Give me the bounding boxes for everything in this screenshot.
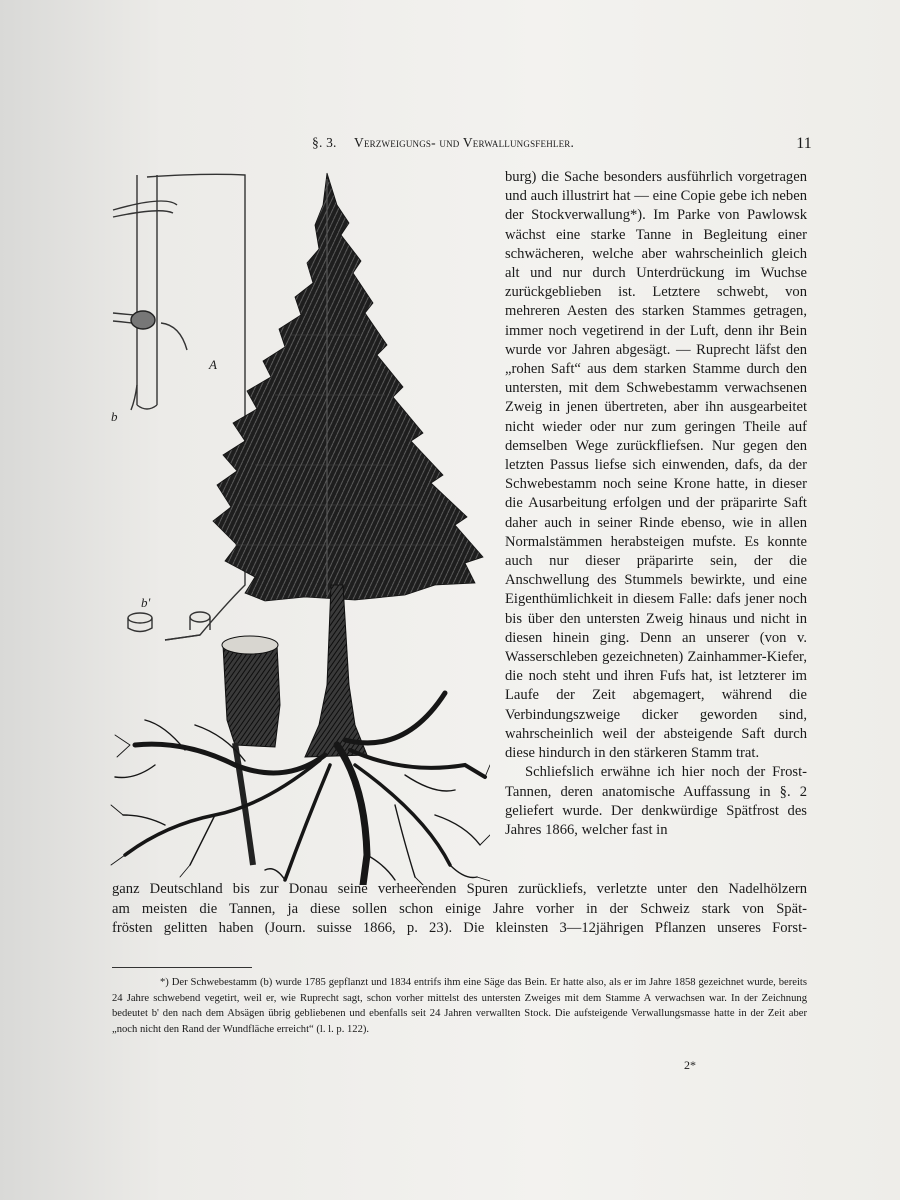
- signature-mark: 2*: [684, 1058, 696, 1072]
- cut-stump: [222, 636, 280, 865]
- stem-diagram: [113, 174, 245, 640]
- tree-engraving: [105, 165, 490, 885]
- tree-illustration: [105, 165, 490, 885]
- footnote-rule: [112, 967, 252, 968]
- right-column-text: [505, 168, 807, 840]
- label-b: b: [111, 409, 118, 424]
- spruce-crown: [213, 173, 483, 601]
- footnote: *) Der Schwebestamm (b) wurde 1785 gepflanzt und 1834 entrifs ihm eine Säge das Bein. Er hatte also, als er im Jahre 1858 gezeichnet wurde, bereits 24 Jahre schwebend vegetirt, weil er, wie Ruprecht sagt, schon vorher mittelst des untersten Zweiges mit dem Stamme A verwachsen war. In der Zeichnung bedeutet b' den nach dem Absägen übrig gebliebenen und ebenfalls seit 24 Jahren verwallten Stock. Die aufsteigende Verwallungsmasse hatte in der Zeit aber „noch nicht den Rand der Wundfläche erreicht“ (l. l. p. 122).: [112, 977, 807, 1035]
- full-width-text: [112, 880, 807, 939]
- page-number: 11: [796, 135, 812, 152]
- text-line: frösten gelitten haben (Journ. suisse 1866, p. 23). Die kleinsten 3—12jährigen Pflanzen unseres Forst-: [112, 920, 807, 936]
- text-line: am meisten die Tannen, ja diese sollen schon einige Jahre vorher in der Schweiz stark von Spät-: [112, 900, 807, 917]
- label-b-prime: b': [141, 595, 151, 610]
- paragraph-frost-tannen: Schliefslich erwähne ich hier noch der Frost-Tannen, deren anatomische Auffassung in §. 2 geliefert wurde. Der denkwürdige Spätfrost des Jahres 1866, welcher fast in: [505, 764, 807, 838]
- paragraph-pawlowsk: burg) die Sache besonders ausführlich vorgetragen und auch illustrirt hat — eine Copie gebe ich neben der Stockverwallung*). Im Parke von Pawlowsk wächst eine starke Tanne in Begleitung einer schwächeren, welche aber wahrscheinlich gleich alt und nur durch Unterdrückung im Wuchse zurückgeblieben ist. Letztere schwebt, von mehreren Aesten des starken Stammes getragen, immer noch vegetirend in der Luft, denn ihr Bein wurde vor Jahren abgesägt. — Ruprecht läfst den „rohen Saft“ aus dem starken Stamme durch den untersten, mit dem Schwebestamm verwachsenen Zweig in jenen übertreten, aber ihn ausgearbeitet nicht wieder oder nur zum geringen Theile auf demselben Wege zurückfliefsen. Nur gegen den letzten Passus liefse sich einwenden, dafs, da der Schwebestamm noch seine Krone hatte, in dieser die Ausarbeitung erfolgen und der präparirte Saft daher auch in seiner Rinde ebenso, wie in allen Normalstämmen herabsteigen mufste. Es konnte auch nur dieser präparirte sein, der die Anschwellung des Stummels bewirkte, und eine Eigenthümlichkeit in diesem Falle: dafs jener noch bis über den untersten Zweig hinaus und nicht in diesen hinein ging. Denn an unserer (von v. Wasserschleben gezeichneten) Zainhammer-Kiefer, die noch steht und ihren Fufs hat, ist letzterer im Laufe der Zeit abgemagert, während die Verbindungszweige dicker geworden sind, wahrscheinlich weil der absteigende Saft durch diese hindurch in den stärkeren Stamm trat.: [505, 169, 807, 762]
- section-number: §. 3.: [312, 135, 337, 150]
- page-heading: Verzweigungs- und Verwallungsfehler.: [354, 135, 575, 150]
- running-head: [312, 135, 812, 155]
- main-trunk: [305, 585, 367, 757]
- text-line: ganz Deutschland bis zur Donau seine verheerenden Spuren zurückliefs, verletzte unter den Nadelhölzern: [112, 881, 807, 897]
- root-system: [111, 693, 490, 885]
- label-a: A: [209, 357, 217, 372]
